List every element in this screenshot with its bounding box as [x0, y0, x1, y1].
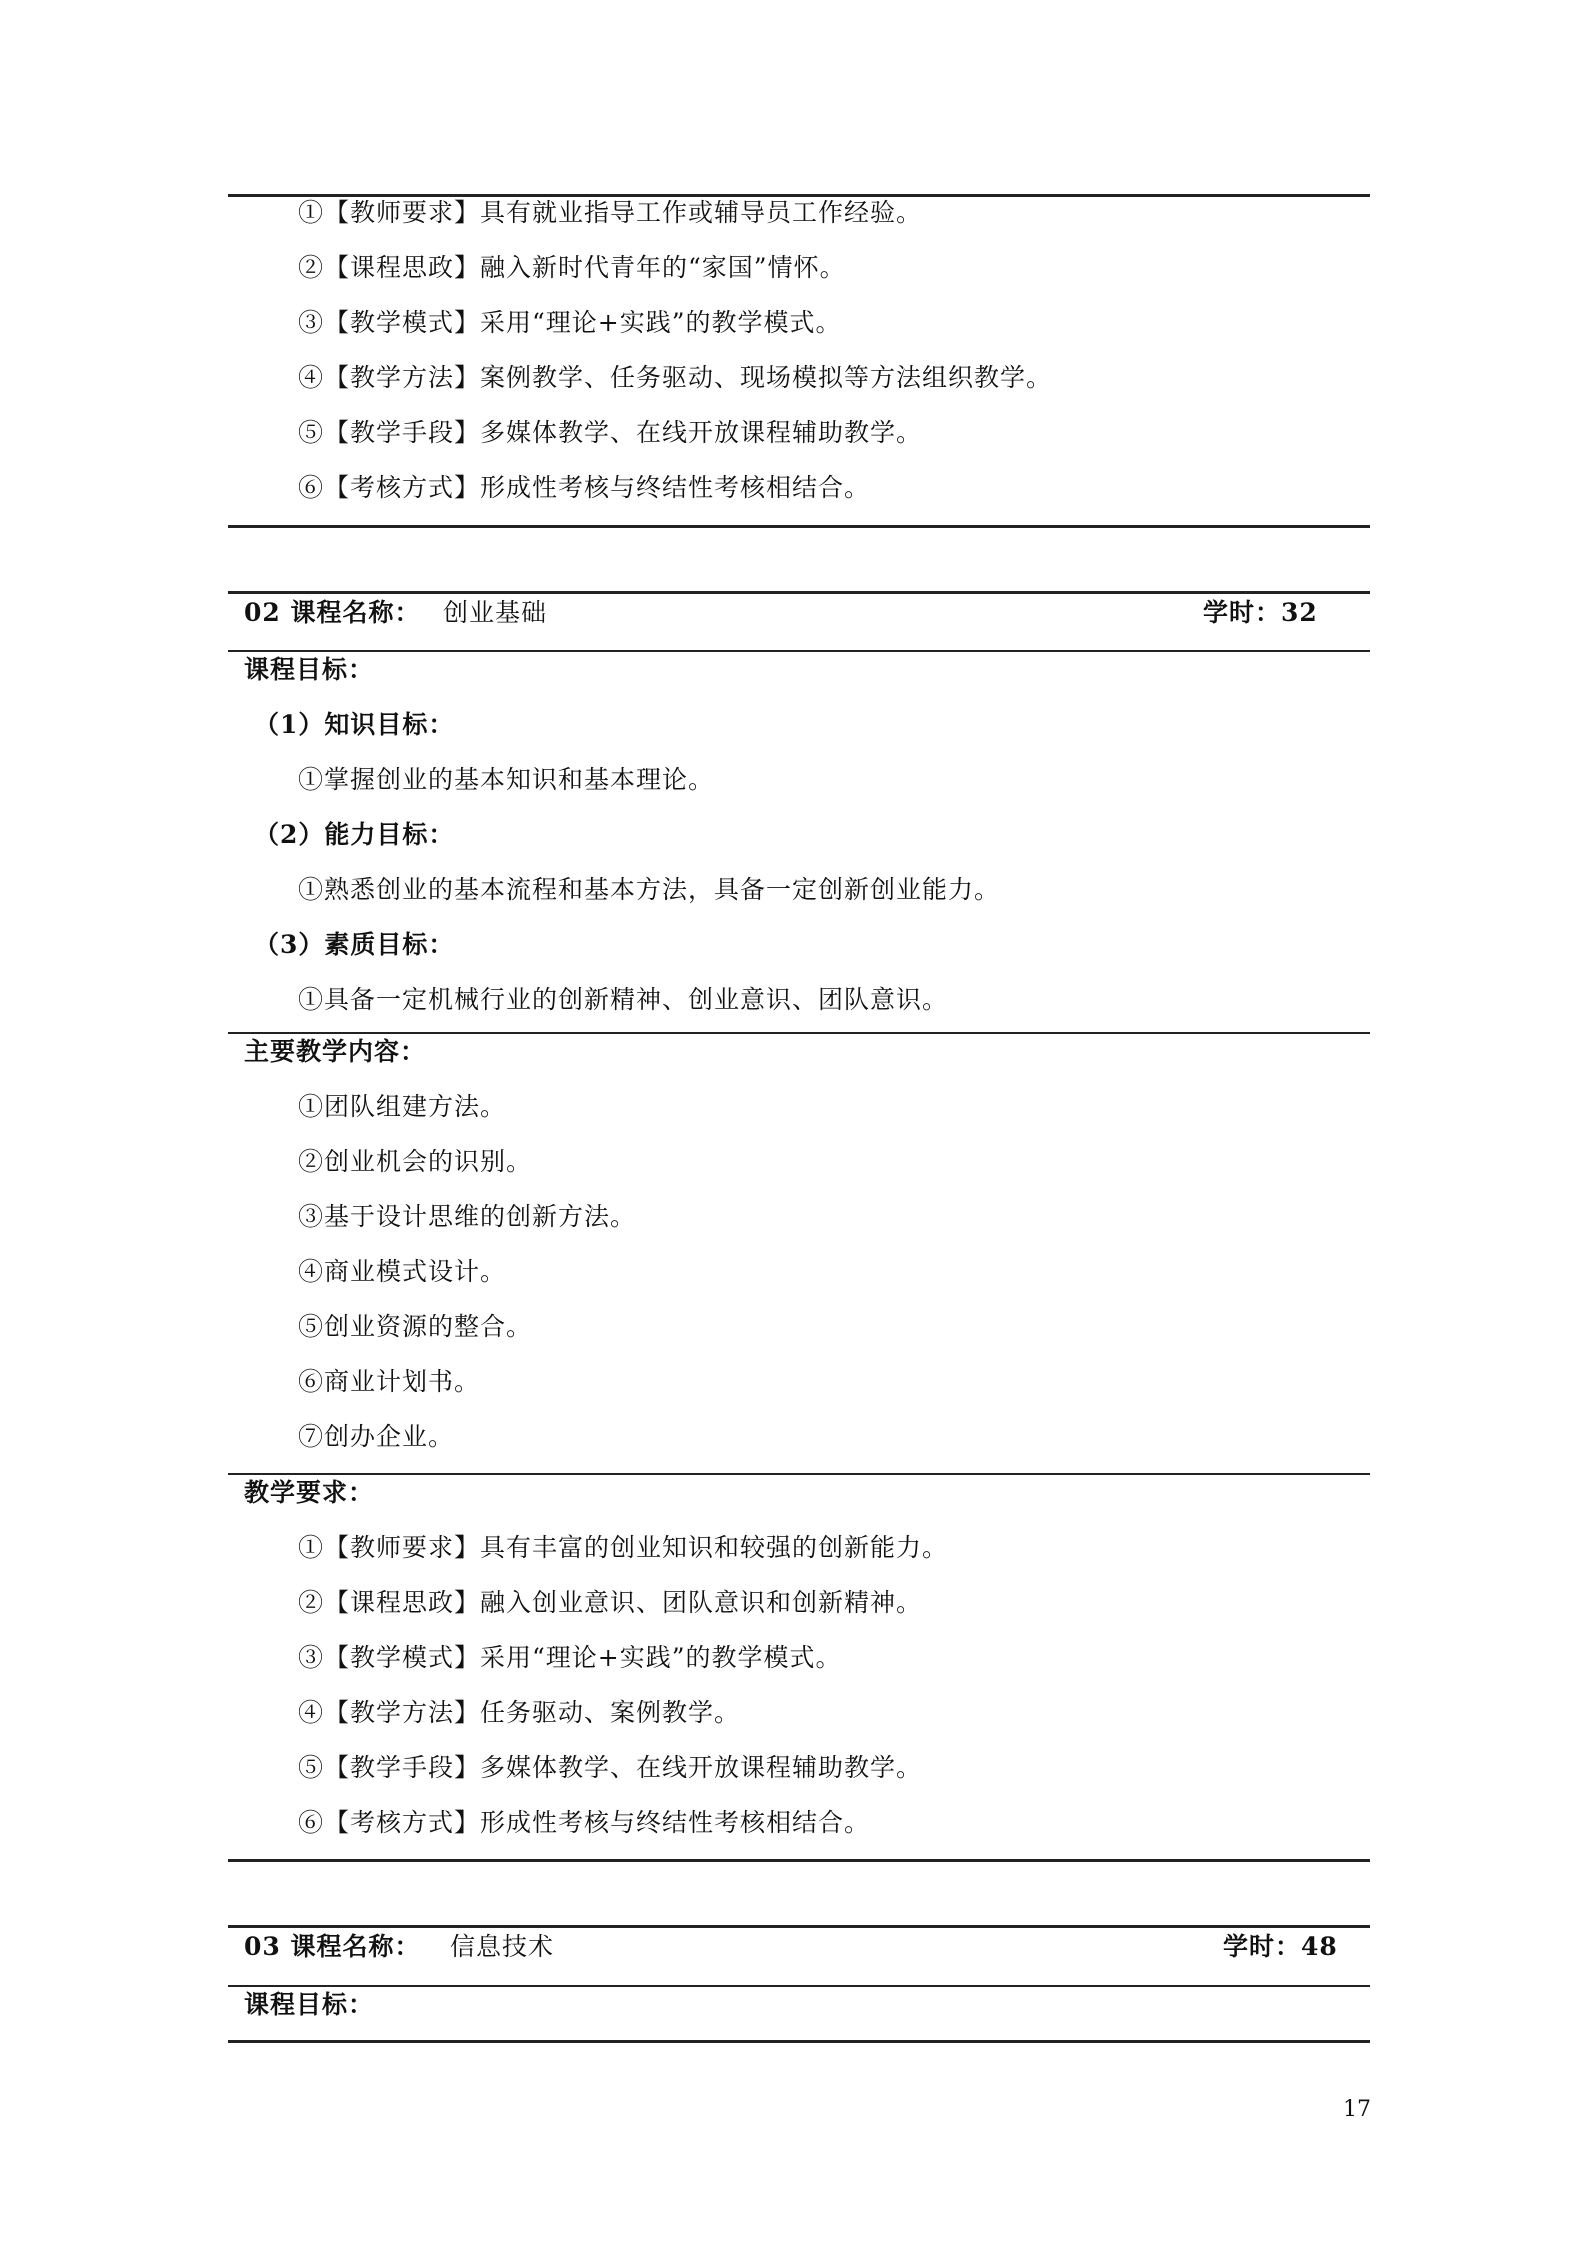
list-item: ②【课程思政】融入新时代青年的“家国”情怀。: [298, 253, 846, 282]
list-item: ②创业机会的识别。: [298, 1147, 533, 1176]
list-item: ①【教师要求】具有丰富的创业知识和较强的创新能力。: [298, 1533, 949, 1562]
course-name-label: 03 课程名称：: [244, 1932, 421, 1961]
list-item: ④【教学方法】案例教学、任务驱动、现场模拟等方法组织教学。: [298, 363, 1053, 392]
list-item: ⑥商业计划书。: [298, 1367, 481, 1396]
course-name: 信息技术: [450, 1932, 555, 1961]
table-top-border: [228, 194, 1370, 197]
list-item: ④商业模式设计。: [298, 1257, 507, 1286]
table-top-border: [228, 1925, 1370, 1928]
row-divider: [228, 1985, 1370, 1987]
list-item: ⑤创业资源的整合。: [298, 1312, 533, 1341]
row-divider: [228, 1473, 1370, 1475]
page-number: 17: [1343, 2097, 1371, 2122]
list-item: ⑤【教学手段】多媒体教学、在线开放课程辅助教学。: [298, 1753, 923, 1782]
teaching-requirements-label: 教学要求：: [244, 1478, 375, 1507]
list-item: ③【教学模式】采用“理论+实践”的教学模式。: [298, 308, 842, 337]
list-item: ⑦创办企业。: [298, 1422, 455, 1451]
list-item: ①【教师要求】具有就业指导工作或辅导员工作经验。: [298, 198, 923, 227]
row-divider: [228, 1032, 1370, 1034]
course-name: 创业基础: [443, 598, 548, 627]
table-bottom-border: [228, 2040, 1370, 2043]
course-hours: 学时：32: [1203, 598, 1318, 627]
course-name-label: 02 课程名称：: [244, 598, 421, 627]
list-item: ⑤【教学手段】多媒体教学、在线开放课程辅助教学。: [298, 418, 923, 447]
row-divider: [228, 650, 1370, 652]
list-item: ③【教学模式】采用“理论+实践”的教学模式。: [298, 1643, 842, 1672]
list-item: ②【课程思政】融入创业意识、团队意识和创新精神。: [298, 1588, 923, 1617]
list-item: ①掌握创业的基本知识和基本理论。: [298, 765, 715, 794]
objectives-label: 课程目标：: [244, 655, 375, 684]
list-item: ①具备一定机械行业的创新精神、创业意识、团队意识。: [298, 985, 949, 1014]
list-item: ③基于设计思维的创新方法。: [298, 1202, 637, 1231]
list-item: ①团队组建方法。: [298, 1092, 507, 1121]
main-content-label: 主要教学内容：: [244, 1037, 427, 1066]
table-bottom-border: [228, 1859, 1370, 1862]
list-item: ⑥【考核方式】形成性考核与终结性考核相结合。: [298, 1808, 871, 1837]
ability-objectives-label: （2）能力目标：: [254, 820, 455, 849]
objectives-label: 课程目标：: [244, 1990, 375, 2019]
knowledge-objectives-label: （1）知识目标：: [254, 710, 455, 739]
table-top-border: [228, 591, 1370, 594]
list-item: ①熟悉创业的基本流程和基本方法，具备一定创新创业能力。: [298, 875, 1001, 904]
list-item: ④【教学方法】任务驱动、案例教学。: [298, 1698, 741, 1727]
list-item: ⑥【考核方式】形成性考核与终结性考核相结合。: [298, 473, 871, 502]
course-hours: 学时：48: [1223, 1932, 1338, 1961]
quality-objectives-label: （3）素质目标：: [254, 930, 455, 959]
table-bottom-border: [228, 525, 1370, 528]
